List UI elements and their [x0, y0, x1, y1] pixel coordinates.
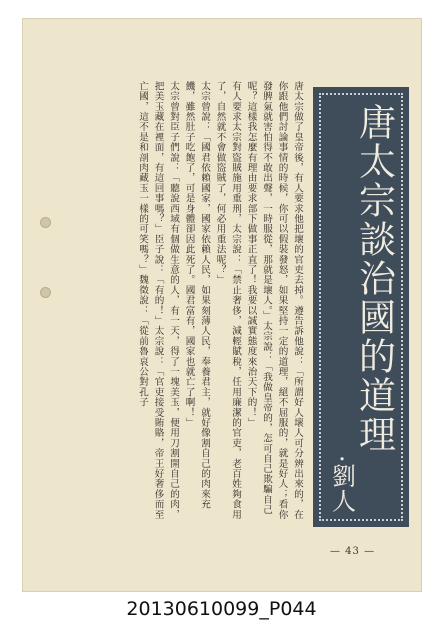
article-title: 唐太宗談治國的道理 — [352, 103, 396, 454]
document-page — [22, 18, 422, 592]
title-panel — [313, 87, 409, 527]
binding-hole — [40, 287, 51, 298]
title-frame — [319, 93, 403, 521]
page-number: — 43 — — [330, 546, 376, 557]
article-author: ·劉人 — [327, 455, 356, 514]
paragraph: 太宗曾說：「國君依賴國家，國家依賴人民，如果刻薄人民，奉養君主，就好像割自己的肉來充饑，雖然肚子吃飽了，可是身體卻因此死了。國君富有，國家也就亡了啊！」 — [183, 81, 210, 510]
paragraph: 太宗曾對臣子們說：「聽說西域有個做生意的人，有一天，得了一塊美玉，便用刀割開自己的肉，把美玉藏在裡面，有這回事嗎？」臣子說：「有的！」太宗說：「官吏接受賄賂，帝王好奢侈而至亡國，這不是和剖肉藏玉一樣的可笑嗎？」魏徵說：「從前魯哀公對孔子 — [137, 81, 179, 520]
image-caption: 20130610099_P044 — [126, 598, 317, 620]
article-body — [85, 81, 305, 521]
paragraph: 唐太宗做了皇帝後，有人要求他把壞的官吏去掉。遵告訴他說：「所謂好人壞人可分辨出來的，在你跟他們討論事情的時候，你可以假裝發怒，如果堅持一定的道理，絕不屈服的，就是好人；看你發脾氣就害怕得不敢出聲，一時服從，那就是壞人。」太宗說：「我做皇帝的，怎可自己欺騙自己呢？這樣我怎麼有理由要求部下做事正直了！我要以誠實態度來治天下的！」 — [245, 81, 303, 520]
paragraph: 有人要求太宗對盜賊施用重刑，太宗說：「禁止奢侈，減輕賦稅，任用廉潔的官吏，老百姓夠食用了，自然就不會做盜賊了，何必用重法呢？」 — [214, 81, 241, 520]
binding-hole — [40, 217, 51, 228]
